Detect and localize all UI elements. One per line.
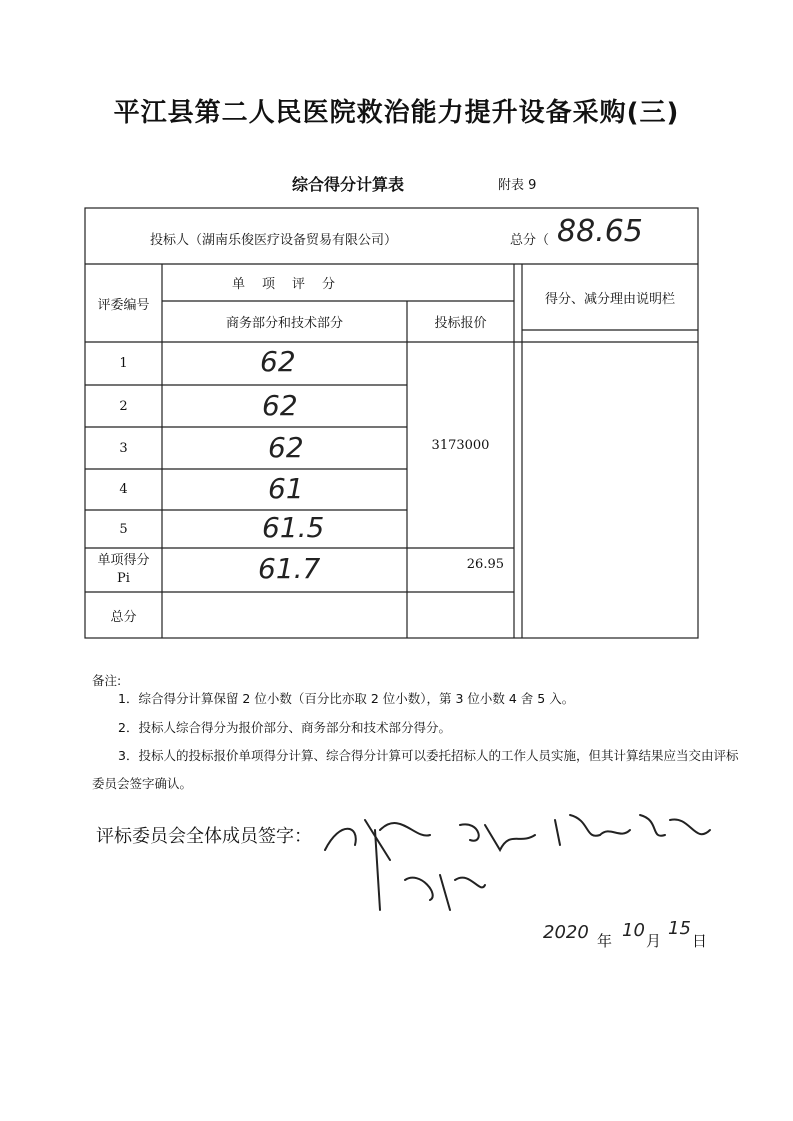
row-score: 62 bbox=[262, 389, 298, 422]
col-bid-price: 投标报价 bbox=[434, 316, 487, 331]
row-id: 3 bbox=[119, 440, 128, 456]
date-year-unit: 年 bbox=[597, 932, 613, 950]
bidder-label-suffix: ） bbox=[384, 232, 398, 248]
note-item: 3．投标人的投标报价单项得分计算、综合得分计算可以委托招标人的工作人员实施，但其计算结果应当交由评标 bbox=[118, 748, 739, 763]
pi-price-score: 26.95 bbox=[466, 556, 504, 572]
row-id: 1 bbox=[119, 356, 128, 371]
bid-price-value: 3173000 bbox=[431, 437, 490, 453]
bidder-name: 湖南乐俊医疗设备贸易有限公司 bbox=[202, 232, 385, 248]
date-month: 10 bbox=[622, 920, 645, 941]
bidder-label: 投标人（ bbox=[150, 232, 203, 248]
total-score-value: 88.65 bbox=[557, 214, 643, 249]
row-score: 61.5 bbox=[262, 511, 325, 544]
row-score: 61 bbox=[268, 472, 304, 505]
row-id: 2 bbox=[119, 398, 128, 414]
date-year: 2020 bbox=[543, 922, 589, 943]
committee-signatures bbox=[320, 800, 720, 920]
row-id: 5 bbox=[119, 521, 128, 537]
pi-label-line1: 单项得分 bbox=[97, 553, 150, 568]
total-score-label: 总分（ bbox=[510, 232, 550, 248]
row-score: 62 bbox=[260, 345, 296, 378]
total-row-label: 总分 bbox=[110, 609, 137, 625]
note-item: 1．综合得分计算保留 2 位小数（百分比亦取 2 位小数），第 3 位小数 4 舍 5 入。 bbox=[118, 691, 575, 706]
row-score: 62 bbox=[268, 431, 304, 464]
annex-label: 附表 9 bbox=[498, 178, 537, 193]
col-single-score: 单 项 评 分 bbox=[231, 277, 337, 292]
pi-business-tech-score: 61.7 bbox=[258, 552, 321, 585]
date-month-unit: 月 bbox=[646, 932, 662, 950]
col-explanation: 得分、减分理由说明栏 bbox=[544, 291, 675, 307]
note-item: 2．投标人综合得分为报价部分、商务部分和技术部分得分。 bbox=[118, 720, 451, 735]
signature-label: 评标委员会全体成员签字： bbox=[96, 826, 312, 847]
pi-label-line2: Pi bbox=[117, 571, 130, 586]
form-subtitle: 综合得分计算表 bbox=[292, 175, 405, 194]
col-reviewer: 评委编号 bbox=[97, 297, 150, 313]
note-item-cont: 委员会签字确认。 bbox=[92, 776, 193, 791]
col-business-tech: 商务部分和技术部分 bbox=[225, 316, 343, 331]
document-title: 平江县第二人民医院救治能力提升设备采购(三) bbox=[113, 98, 680, 128]
date-day-unit: 日 bbox=[692, 932, 708, 950]
date-day: 15 bbox=[668, 918, 691, 939]
notes-heading: 备注: bbox=[92, 673, 122, 688]
bidder-line bbox=[150, 225, 397, 251]
row-id: 4 bbox=[119, 482, 128, 497]
pi-label bbox=[85, 548, 162, 592]
